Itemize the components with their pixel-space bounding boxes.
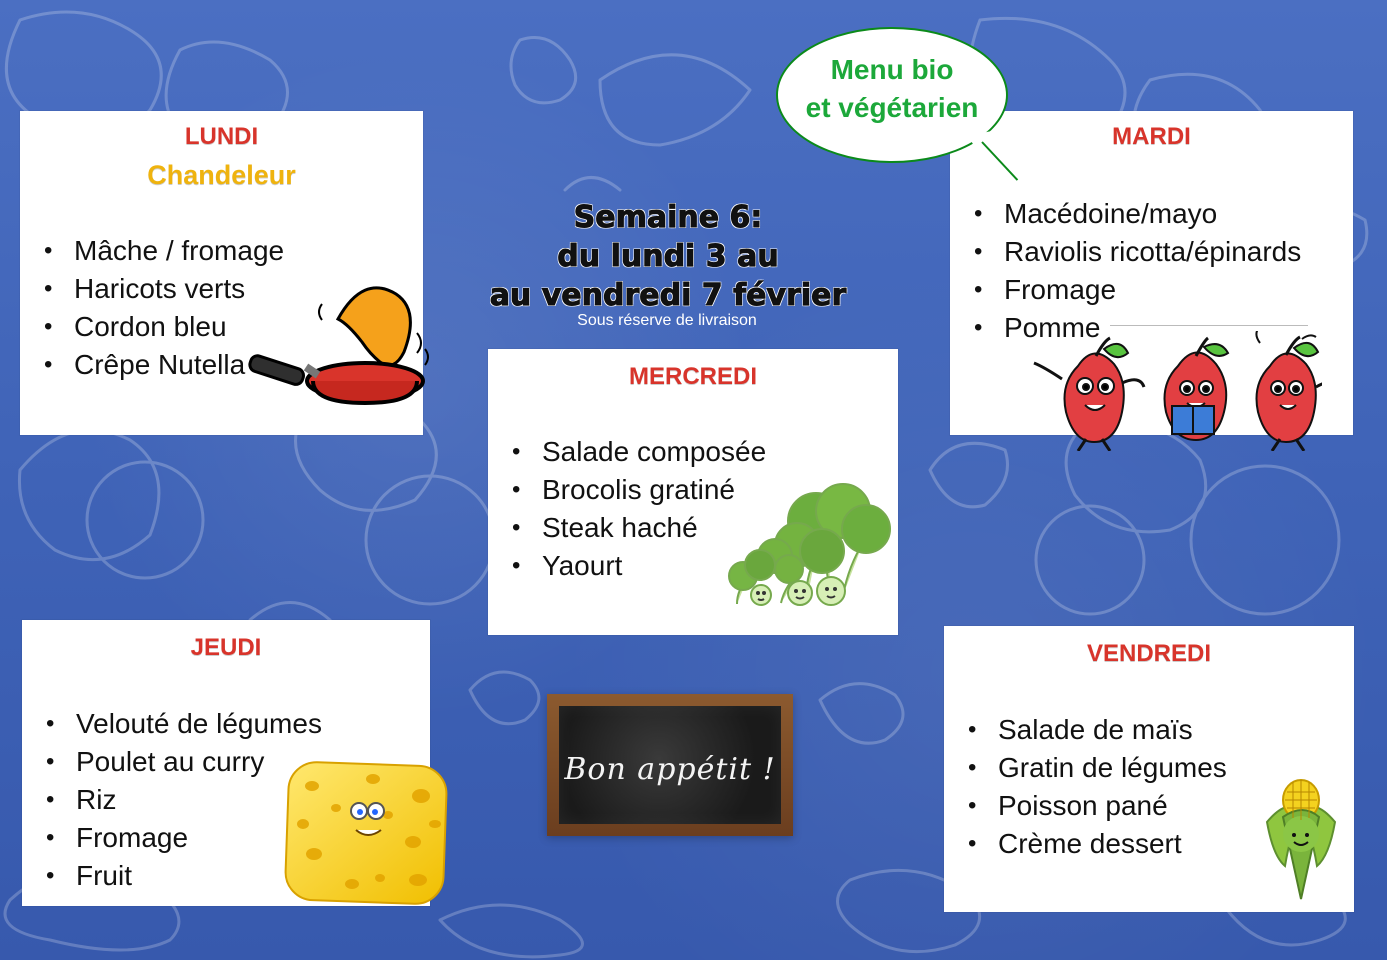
tuesday-item: • Raviolis ricotta/épinards [964,233,1301,271]
tuesday-title: MARDI [1112,123,1191,150]
wednesday-item: • Yaourt [502,547,766,585]
monday-item: • Mâche / fromage [34,232,284,270]
wednesday-card [488,349,898,635]
week-title [486,198,850,315]
friday-item: • Salade de maïs [958,711,1227,749]
apples-icon [1022,331,1322,451]
thursday-item: • Fruit [36,857,322,895]
thursday-item: • Riz [36,781,322,819]
wednesday-item: • Brocolis gratiné [502,471,766,509]
week-title-line-2: du lundi 3 au [557,239,779,274]
thursday-title: JEUDI [190,634,262,661]
monday-subtitle: Chandeleur [147,160,296,190]
week-title-line-1: Semaine 6: [573,200,763,235]
friday-item: • Gratin de légumes [958,749,1227,787]
tuesday-item: • Pomme [964,309,1301,347]
bubble-line-2: et végétarien [805,92,979,123]
wednesday-item: • Steak haché [502,509,766,547]
thursday-item: • Velouté de légumes [36,705,322,743]
chalkboard-surface [559,706,781,824]
monday-menu-list [34,232,284,384]
delivery-note: Sous réserve de livraison [577,312,757,329]
friday-item: • Poisson pané [958,787,1227,825]
cheese-icon [273,752,463,907]
thursday-item: • Poulet au curry [36,743,322,781]
thursday-item: • Fromage [36,819,322,857]
wednesday-item: • Salade composée [502,433,766,471]
bubble-line-1: Menu bio [830,54,954,85]
wednesday-title: MERCREDI [628,363,757,390]
friday-menu-list [958,711,1227,863]
chalkboard-icon [547,694,793,836]
corn-icon [1249,774,1354,904]
friday-item: • Crème dessert [958,825,1227,863]
week-title-line-3: au vendredi 7 février [489,278,847,313]
tuesday-item: • Macédoine/mayo [964,195,1301,233]
monday-title: LUNDI [184,123,259,150]
monday-card [20,111,423,435]
monday-item: • Haricots verts [34,270,284,308]
broccoli-icon [708,469,903,619]
pan-icon [248,279,438,409]
monday-item: • Crêpe Nutella [34,346,284,384]
monday-item: • Cordon bleu [34,308,284,346]
friday-card [944,626,1354,912]
tuesday-item: • Fromage [964,271,1301,309]
tuesday-divider [1110,325,1308,326]
thursday-card [22,620,430,906]
friday-title: VENDREDI [1086,640,1212,667]
chalkboard-text: Bon appétit ! [564,752,776,787]
